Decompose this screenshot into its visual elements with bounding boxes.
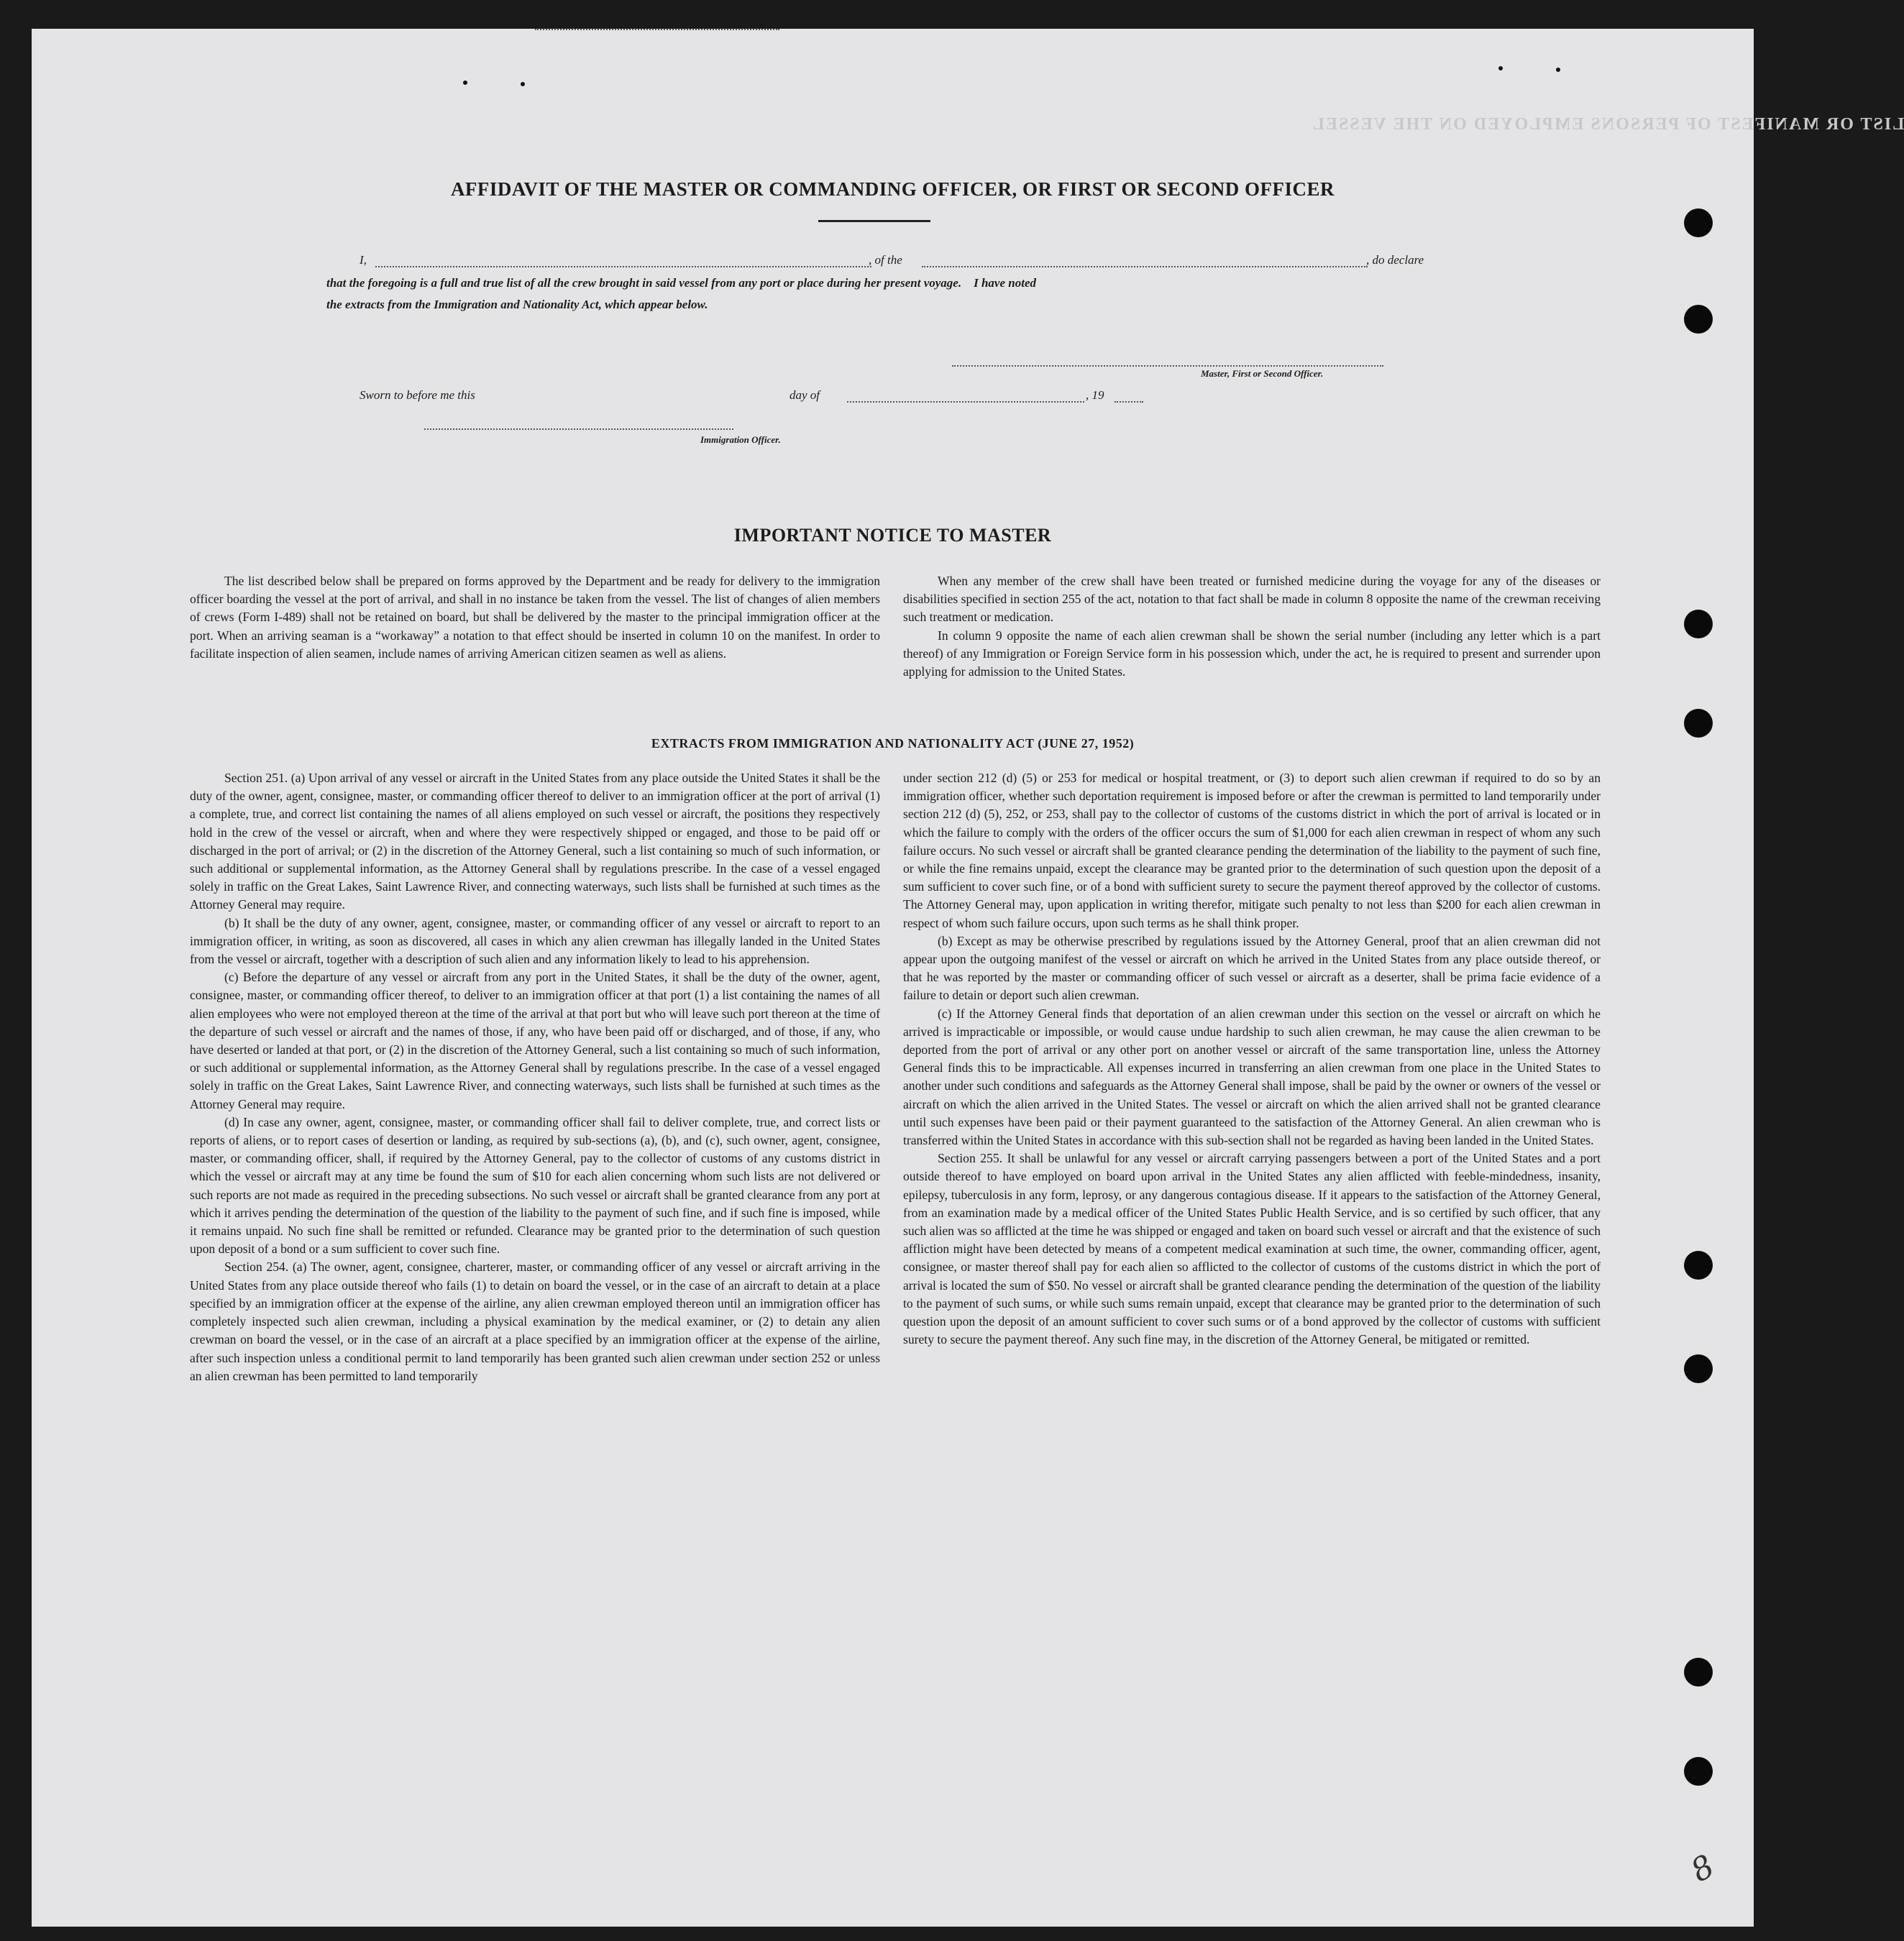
extract-section-251-a: Section 251. (a) Upon arrival of any vessel or aircraft in the United States from any place outside the United States it shall be the duty of the owner, agent, consignee, master, or commanding officer thereof to deliver to an immigration officer at the port of arrival (1) a complete, true, and correct list containing the names of all aliens employed on such vessel or aircraft, the positions they respectively hold in the crew of the vessel or aircraft, when and where they were respectively shipped or engaged, and those to be paid off or discharged in the port of arrival; or (2) in the discretion of the Attorney General, such a list containing so much of such information, or such additional or supplemental information, as the Attorney General shall by regulations prescribe. In the case of a vessel engaged solely in traffic on the Great Lakes, Saint Lawrence River, and connecting waterways, such lists shall be furnished at such times as the Attorney General may require. — [190, 771, 880, 912]
speck — [1556, 68, 1560, 72]
affidavit-do-declare-label: , do declare — [1366, 253, 1424, 267]
notice-title: IMPORTANT NOTICE TO MASTER — [733, 525, 1052, 546]
binder-hole — [1684, 610, 1713, 638]
sworn-month-blank[interactable] — [847, 401, 1084, 403]
sworn-label: Sworn to before me this — [360, 388, 475, 402]
binder-hole — [1684, 1251, 1713, 1280]
extracts-title: EXTRACTS FROM IMMIGRATION AND NATIONALITY ACT (JUNE 27, 1952) — [651, 736, 1135, 751]
notice-right-paragraph-2: In column 9 opposite the name of each alien crewman shall be shown the serial number (including any letter which is a part thereof) of any Immigration or Foreign Service form in his possession which, under the act, he is required to present and surrender upon applying for admission to the United States. — [903, 628, 1601, 679]
sworn-day-blank[interactable] — [535, 29, 779, 30]
extract-section-254-b: (b) Except as may be otherwise prescribed by regulations issued by the Attorney General, proof that an alien crewman did not appear upon the outgoing manifest of the vessel or aircraft on which he arrived in the United States from any place outside thereof, or that he was reported by the master or commanding officer of such vessel or aircraft as a deserter, shall be prima facie evidence of a failure to detain or deport such alien crewman. — [903, 933, 1601, 1003]
handwritten-page-mark: 8 — [1685, 1848, 1721, 1890]
immigration-officer-label: Immigration Officer. — [700, 434, 781, 445]
master-signature-line[interactable] — [952, 365, 1383, 367]
binder-hole — [1684, 1658, 1713, 1687]
year-blank[interactable] — [1115, 401, 1143, 403]
extracts-right-column — [903, 769, 1601, 1349]
notice-right-column — [903, 572, 1601, 681]
extract-section-251-c: (c) Before the departure of any vessel or aircraft from any port in the United States, it shall be the duty of the owner, agent, consignee, master, or commanding officer thereof, to deliver to an immigration officer at that port (1) a list containing the names of all alien employees who were not employed thereon at the time of the arrival at that port but who will leave such port thereon at the time of the departure of such vessel or aircraft and the names of those, if any, who have been paid off or discharged, and of those, if any, who have deserted or landed at that port, or (2) in the discretion of the Attorney General, such a list containing so much of such information, or such additional or supplemental information, as the Attorney General shall by regulations prescribe. In the case of a vessel engaged solely in traffic on the Great Lakes, Saint Lawrence River, and connecting waterways, such lists shall be furnished at such times as the Attorney General may require. — [190, 970, 880, 1111]
binder-hole — [1684, 709, 1713, 738]
day-of-label: day of — [789, 388, 820, 402]
affidavit-of-the-label: , of the — [869, 253, 902, 267]
affidavit-statement-line-2: that the foregoing is a full and true list of all the crew brought in said vessel from any port or place during her present voyage. I have noted — [326, 276, 1036, 290]
extract-section-254-a-cont: under section 212 (d) (5) or 253 for medical or hospital treatment, or (3) to deport such alien crewman if required to do so by an immigration officer, whether such deportation requirement is imposed before or after the crewman is permitted to land temporarily under section 212 (d) (5), 252, or 253, shall pay to the collector of customs of the customs district in which the port of arrival is located or in which the failure to comply with the orders of the officer occurs the sum of $1,000 for each alien crewman in respect of whom any such failure occurs. No such vessel or aircraft shall be granted clearance pending the determination of the liability to the payment of such fine, or while the fine remains unpaid, except the clearance may be granted prior to the determination of such question upon the deposit of a sum sufficient to cover such fine, or of a bond with sufficient surety to secure the payment thereof approved by the collector of customs. The Attorney General may, upon application in writing therefor, mitigate such penalty to not less than $200 for each alien crewman in respect of whom such failure occurs, upon such terms as he shall think proper. — [903, 771, 1601, 930]
notice-right-paragraph-1: When any member of the crew shall have been treated or furnished medicine during the voyage for any of the diseases or disabilities specified in section 255 of the act, notation to that fact shall be made in column 8 opposite the name of the crewman receiving such treatment or medication. — [903, 574, 1601, 625]
affidavit-statement-line-3: the extracts from the Immigration and Nationality Act, which appear below. — [326, 298, 708, 311]
binder-hole — [1684, 305, 1713, 334]
extract-section-251-d: (d) In case any owner, agent, consignee, master, or commanding officer shall fail to deliver complete, true, and correct lists or reports of aliens, or to report cases of desertion or landing, as required by sub-sections (a), (b), and (c), such owner, agent, consignee, master, or commanding officer, shall, if required by the Attorney General, pay to the collector of customs of any customs district in which the vessel or aircraft may at any time be found the sum of $10 for each alien concerning whom such lists are not delivered or such reports are not made as required in the preceding subsections. No such vessel or aircraft shall be granted clearance from any port at which it arrives pending the determination of the question of the liability to the payment of such fine, and if such fine is imposed, while it remains unpaid. No such fine shall be remitted or refunded. Clearance may be granted prior to the determination of such question upon deposit of a bond or a sum sufficient to cover such fine. — [190, 1114, 880, 1257]
notice-left-paragraph: The list described below shall be prepared on forms approved by the Department and be ready for delivery to the immigration officer boarding the vessel at the port of arrival, and shall in no instance be taken from the vessel. The list of changes of alien members of crews (Form I-489) shall not be retained on board, but shall be delivered by the master to the principal immigration officer at the port. When an arriving seaman is a “workaway” a notation to that effect should be inserted in column 10 on the manifest. In order to facilitate inspection of alien seamen, include names of arriving American citizen seamen as well as aliens. — [190, 574, 880, 661]
speck — [521, 82, 525, 86]
extract-section-255: Section 255. It shall be unlawful for any vessel or aircraft carrying passengers between a port of the United States and a port outside thereof to have employed on board upon arrival in the United States any alien afflicted with feeble-mindedness, insanity, epilepsy, tuberculosis in any form, leprosy, or any dangerous contagious disease. If it appears to the satisfaction of the Attorney General, from an examination made by a medical officer of the United States Public Health Service, and is so certified by such officer, that any such alien was so afflicted at the time he was shipped or engaged and taken on board such vessel or aircraft and that the existence of such affliction might have been detected by means of a competent medical examination at such time, the owner, commanding officer, agent, consignee, or master thereof shall pay for each alien so afflicted to the collector of customs of the customs district in which the port of arrival is located the sum of $50. No vessel or aircraft shall be granted clearance pending the determination of the question of the liability to the payment of such sums, or while such sums remain unpaid, except that clearance may be granted prior to the determination of such question upon the deposit of an amount sufficient to cover such sums or of a bond approved by the collector of customs with sufficient surety to secure the payment thereof. Any such fine may, in the discretion of the Attorney General, be mitigated or remitted. — [903, 1151, 1601, 1347]
notice-left-column — [190, 572, 880, 663]
vessel-blank[interactable] — [922, 266, 1368, 267]
binder-hole — [1684, 1354, 1713, 1383]
affidavit-title: AFFIDAVIT OF THE MASTER OR COMMANDING OFFICER, OR FIRST OR SECOND OFFICER — [450, 178, 1335, 200]
binder-hole — [1684, 1757, 1713, 1786]
name-blank[interactable] — [375, 266, 871, 267]
year-label: , 19 — [1086, 388, 1104, 402]
extract-section-251-b: (b) It shall be the duty of any owner, agent, consignee, master, or commanding officer of any vessel or aircraft to report to an immigration officer, in writing, as soon as discovered, all cases in which any alien crewman has illegally landed in the United States from the vessel or aircraft, together with a description of such alien and any information likely to lead to his apprehension. — [190, 915, 880, 967]
extracts-left-column — [190, 769, 880, 1385]
title-underline — [818, 220, 930, 222]
speck — [1498, 66, 1503, 70]
master-signature-label: Master, First or Second Officer. — [1201, 368, 1324, 379]
binder-hole — [1684, 208, 1713, 237]
extract-section-254-a: Section 254. (a) The owner, agent, consignee, charterer, master, or commanding officer of any vessel or aircraft arriving in the United States from any place outside thereof who fails (1) to detain on board the vessel, or in the case of an aircraft to detain at a place specified by an immigration officer at the expense of the airline, any alien crewman employed thereon until an immigration officer has completely inspected such alien crewman, including a physical examination by the medical examiner, or (2) to detain any alien crewman on board the vessel, or in the case of an aircraft at a place specified by an immigration officer at the expense of the airline, after such inspection unless a conditional permit to land temporarily has been granted such alien crewman under section 252 or unless an alien crewman has been permitted to land temporarily — [190, 1259, 880, 1383]
extract-section-254-c: (c) If the Attorney General finds that deportation of an alien crewman under this section on the vessel or aircraft on which he arrived is impracticable or impossible, or would cause undue hardship to such alien crewman, he may cause the alien crewman to be deported from the port of arrival or any other port on another vessel or aircraft of the same transportation line, unless the Attorney General finds this to be impracticable. All expenses incurred in transferring an alien crewman from one place in the United States to another under such conditions and safeguards as the Attorney General shall impose, shall be paid by the owner or owners of the vessel or aircraft on which the alien arrived in the United States. The vessel or aircraft on which the alien arrived shall not be granted clearance until such expenses have been paid or their payment guaranteed to the satisfaction of the Attorney General. An alien crewman who is transferred within the United States in accordance with this sub-section shall not be regarded as having been landed in the United States. — [903, 1006, 1601, 1148]
affidavit-i-label: I, — [360, 253, 367, 267]
speck — [463, 81, 467, 85]
document-page — [32, 29, 1904, 1927]
immigration-officer-signature-line[interactable] — [424, 428, 733, 430]
bleed-through-text: LIST OR MANIFEST OF PERSONS EMPLOYED ON THE VESSEL — [1312, 115, 1904, 134]
